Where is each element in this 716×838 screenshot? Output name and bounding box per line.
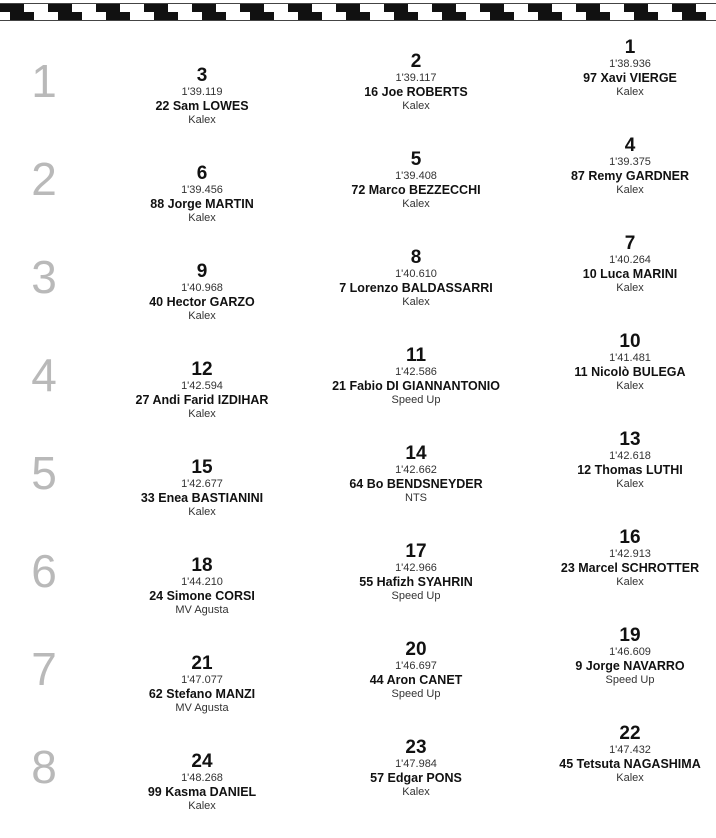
rider-name: 40 Hector GARZO (149, 295, 255, 309)
team-name: Kalex (616, 576, 644, 588)
grid-slot-right (520, 332, 716, 393)
grid-slot-left (92, 556, 312, 617)
lap-time: 1'47.432 (609, 744, 651, 756)
grid-slot-right (520, 528, 716, 589)
rider-name: 27 Andi Farid IZDIHAR (135, 393, 269, 407)
grid-slot-right (520, 136, 716, 197)
grid-position: 18 (191, 555, 213, 576)
grid-slot-left (92, 66, 312, 127)
grid-row-number: 5 (31, 447, 57, 499)
grid-row (0, 226, 716, 324)
rider-name: 10 Luca MARINI (582, 267, 678, 281)
lap-time: 1'40.968 (181, 282, 223, 294)
team-name: Kalex (616, 380, 644, 392)
rider-name: 7 Lorenzo BALDASSARRI (339, 281, 493, 295)
lap-time: 1'48.268 (181, 772, 223, 784)
rider-name: 21 Fabio DI GIANNANTONIO (332, 379, 500, 393)
grid-row-number: 3 (31, 251, 57, 303)
grid-row (0, 30, 716, 128)
lap-time: 1'42.586 (395, 366, 437, 378)
rider-name: 99 Kasma DANIEL (147, 785, 257, 799)
grid-slot-left (92, 654, 312, 715)
lap-time: 1'42.913 (609, 548, 651, 560)
rider-name: 97 Xavi VIERGE (583, 71, 677, 85)
grid-position: 3 (196, 65, 208, 86)
rider-name: 72 Marco BEZZECCHI (351, 183, 481, 197)
grid-row (0, 618, 716, 716)
grid-row (0, 128, 716, 226)
grid-row-number: 1 (31, 55, 57, 107)
grid-position: 24 (191, 751, 213, 772)
team-name: NTS (405, 492, 427, 504)
team-name: Kalex (616, 282, 644, 294)
team-name: Speed Up (391, 394, 441, 406)
lap-time: 1'47.984 (395, 758, 437, 770)
team-name: Kalex (402, 296, 430, 308)
team-name: MV Agusta (175, 604, 229, 616)
lap-time: 1'44.210 (181, 576, 223, 588)
grid-slot-middle (306, 248, 526, 309)
team-name: Speed Up (605, 674, 655, 686)
team-name: Kalex (188, 408, 216, 420)
grid-slot-middle (306, 52, 526, 113)
grid-row (0, 422, 716, 520)
grid-position: 9 (196, 261, 208, 282)
lap-time: 1'42.677 (181, 478, 223, 490)
rider-name: 12 Thomas LUTHI (577, 463, 683, 477)
rider-name: 11 Nicolò BULEGA (574, 365, 686, 379)
lap-time: 1'46.697 (395, 660, 437, 672)
grid-slot-right (520, 234, 716, 295)
grid-slot-right (520, 38, 716, 99)
lap-time: 1'39.119 (181, 86, 223, 98)
lap-time: 1'39.456 (181, 184, 223, 196)
grid-row (0, 716, 716, 814)
grid-position: 21 (191, 653, 213, 674)
rider-name: 9 Jorge NAVARRO (575, 659, 685, 673)
grid-position: 14 (405, 443, 427, 464)
lap-time: 1'42.966 (395, 562, 437, 574)
grid-row-number: 6 (31, 545, 57, 597)
team-name: MV Agusta (175, 702, 229, 714)
grid-row (0, 324, 716, 422)
grid-position: 4 (624, 135, 636, 156)
lap-time: 1'40.610 (395, 268, 437, 280)
rider-name: 88 Jorge MARTIN (150, 197, 254, 211)
grid-position: 22 (619, 723, 641, 744)
team-name: Kalex (188, 212, 216, 224)
team-name: Kalex (616, 184, 644, 196)
grid-position: 20 (405, 639, 427, 660)
rider-name: 44 Aron CANET (369, 673, 463, 687)
lap-time: 1'42.594 (181, 380, 223, 392)
grid-slot-middle (306, 640, 526, 701)
grid-row (0, 520, 716, 618)
rider-name: 62 Stefano MANZI (148, 687, 256, 701)
grid-position: 17 (405, 541, 427, 562)
lap-time: 1'42.618 (609, 450, 651, 462)
rider-name: 57 Edgar PONS (370, 771, 462, 785)
grid-position: 11 (405, 345, 427, 366)
team-name: Kalex (402, 100, 430, 112)
grid-position: 1 (624, 37, 636, 58)
rider-name: 45 Tetsuta NAGASHIMA (559, 757, 701, 771)
team-name: Kalex (616, 478, 644, 490)
grid-position: 5 (410, 149, 422, 170)
grid-slot-right (520, 430, 716, 491)
lap-time: 1'40.264 (609, 254, 651, 266)
rider-name: 22 Sam LOWES (155, 99, 249, 113)
team-name: Kalex (188, 114, 216, 126)
grid-slot-left (92, 752, 312, 813)
rider-name: 24 Simone CORSI (149, 589, 255, 603)
lap-time: 1'39.375 (609, 156, 651, 168)
rider-name: 23 Marcel SCHROTTER (560, 561, 700, 575)
grid-position: 2 (410, 51, 422, 72)
team-name: Kalex (188, 506, 216, 518)
grid-slot-right (520, 626, 716, 687)
grid-position: 6 (196, 163, 208, 184)
grid-slot-middle (306, 150, 526, 211)
grid-position: 15 (191, 457, 213, 478)
lap-time: 1'42.662 (395, 464, 437, 476)
grid-row-number: 2 (31, 153, 57, 205)
team-name: Kalex (188, 800, 216, 812)
grid-position: 8 (410, 247, 422, 268)
team-name: Kalex (402, 786, 430, 798)
grid-position: 23 (405, 737, 427, 758)
lap-time: 1'38.936 (609, 58, 651, 70)
lap-time: 1'39.408 (395, 170, 437, 182)
team-name: Speed Up (391, 688, 441, 700)
grid-slot-left (92, 262, 312, 323)
grid-position: 10 (619, 331, 641, 352)
team-name: Kalex (616, 86, 644, 98)
grid-slot-middle (306, 346, 526, 407)
grid-slot-middle (306, 738, 526, 799)
team-name: Kalex (616, 772, 644, 784)
rider-name: 16 Joe ROBERTS (364, 85, 468, 99)
checker-strip-top (0, 4, 716, 12)
team-name: Speed Up (391, 590, 441, 602)
rider-name: 64 Bo BENDSNEYDER (349, 477, 483, 491)
grid-position: 7 (624, 233, 636, 254)
team-name: Kalex (188, 310, 216, 322)
grid-position: 13 (619, 429, 641, 450)
rider-name: 55 Hafizh SYAHRIN (359, 575, 473, 589)
grid-slot-right (520, 724, 716, 785)
rider-name: 33 Enea BASTIANINI (140, 491, 264, 505)
lap-time: 1'39.117 (395, 72, 437, 84)
grid-row-number: 7 (31, 643, 57, 695)
grid-position: 12 (191, 359, 213, 380)
grid-slot-left (92, 164, 312, 225)
grid-slot-left (92, 360, 312, 421)
grid-row-number: 8 (31, 741, 57, 793)
grid-position: 16 (619, 527, 641, 548)
grid-slot-middle (306, 542, 526, 603)
team-name: Kalex (402, 198, 430, 210)
lap-time: 1'46.609 (609, 646, 651, 658)
checker-strip-bottom (0, 12, 716, 20)
checkered-flag-banner (0, 4, 716, 20)
lap-time: 1'47.077 (181, 674, 223, 686)
grid-row-number: 4 (31, 349, 57, 401)
lap-time: 1'41.481 (609, 352, 651, 364)
grid-position: 19 (619, 625, 641, 646)
grid-slot-middle (306, 444, 526, 505)
rider-name: 87 Remy GARDNER (570, 169, 690, 183)
grid-slot-left (92, 458, 312, 519)
